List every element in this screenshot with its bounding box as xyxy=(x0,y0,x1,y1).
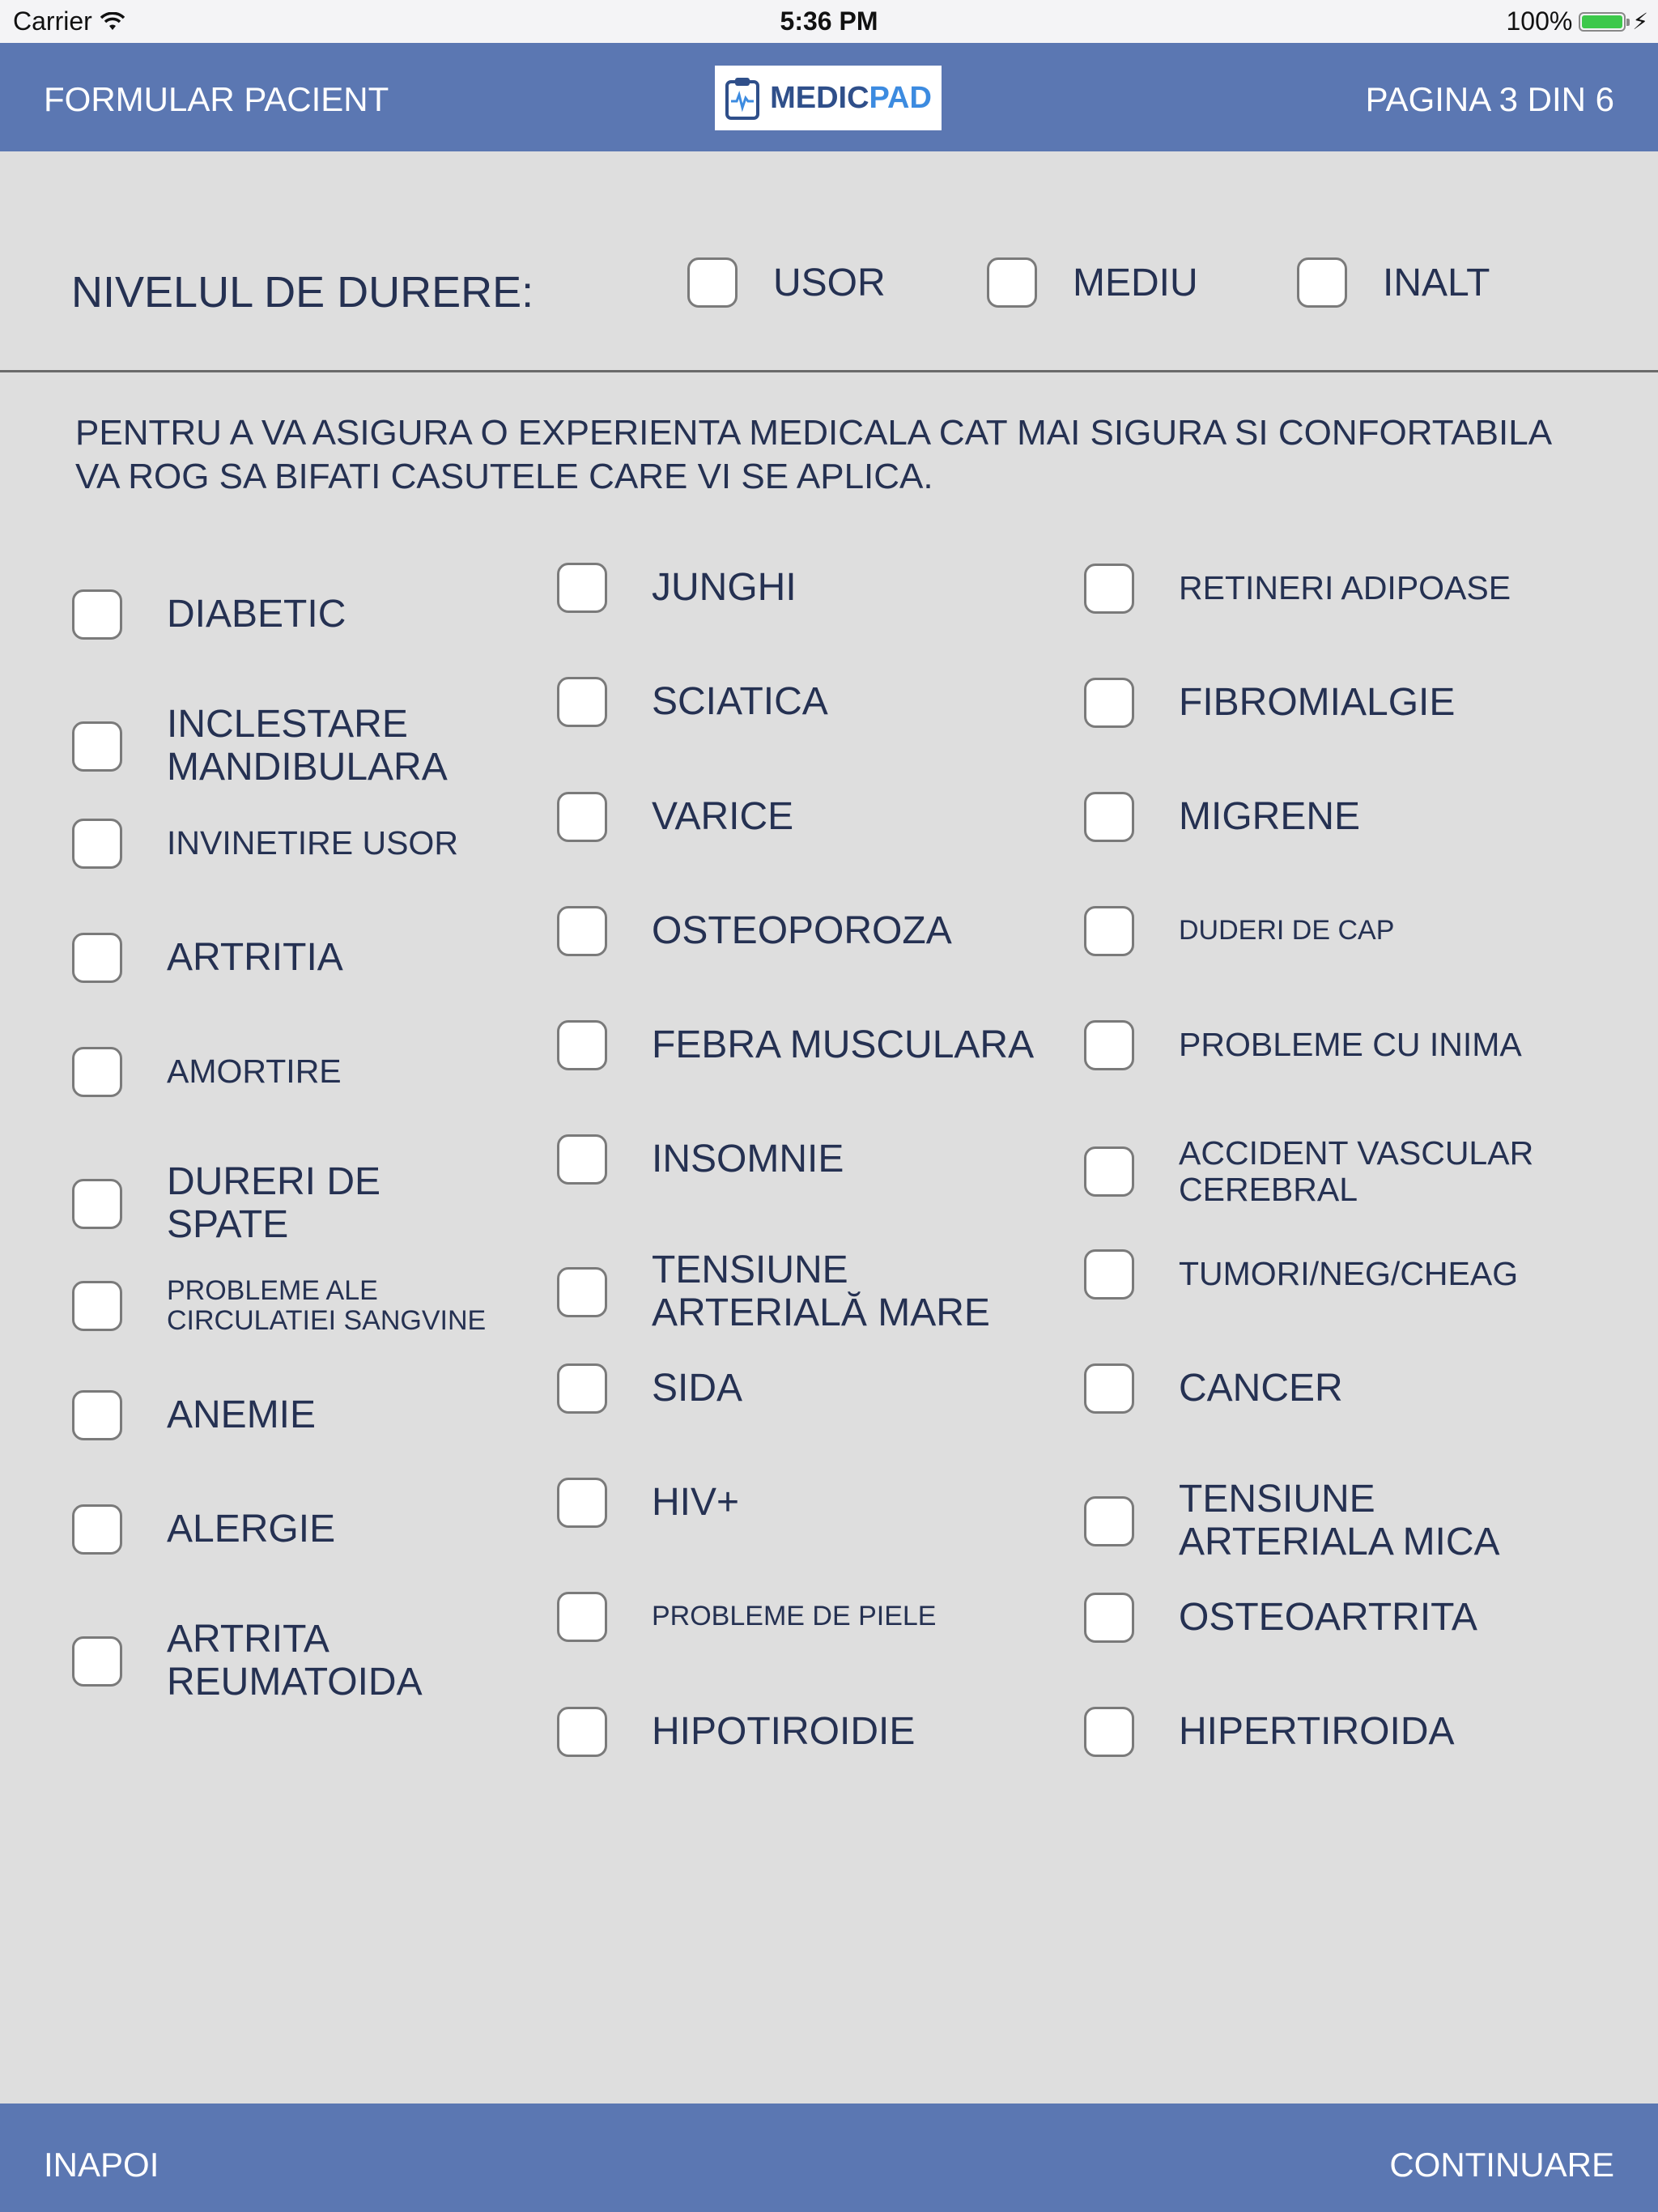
checkbox[interactable] xyxy=(557,906,607,956)
condition-febra-musculara[interactable] xyxy=(557,1020,1137,1070)
logo-text-pad: PAD xyxy=(869,80,932,115)
condition-tensiune-arteriala-mica[interactable] xyxy=(1084,1478,1519,1564)
checkbox[interactable] xyxy=(987,257,1037,308)
pain-option-label: INALT xyxy=(1383,261,1490,304)
condition-tumori-neg-cheag[interactable] xyxy=(1084,1249,1632,1300)
condition-label: PROBLEME ALE CIRCULATIEI SANGVINE xyxy=(167,1275,487,1337)
checkbox[interactable] xyxy=(72,1179,122,1229)
condition-amortire[interactable] xyxy=(72,1047,507,1097)
condition-osteoartrita[interactable] xyxy=(1084,1593,1632,1643)
medicpad-logo xyxy=(715,66,942,130)
instructions-text: PENTRU A VA ASIGURA O EXPERIENTA MEDICALA CAT MAI SIGURA SI CONFORTABILA VA ROG SA BIFATI CASUTELE CARE VI SE APLICA. xyxy=(75,413,1550,496)
checkbox[interactable] xyxy=(1084,678,1134,728)
carrier-label: Carrier xyxy=(13,6,92,36)
condition-label: ANEMIE xyxy=(167,1393,317,1436)
section-divider xyxy=(0,370,1658,372)
condition-label: PROBLEME DE PIELE xyxy=(652,1601,937,1632)
condition-hipotiroidie[interactable] xyxy=(557,1707,1105,1757)
condition-osteoporoza[interactable] xyxy=(557,906,1105,956)
condition-label: TENSIUNE ARTERIALA MICA xyxy=(1179,1478,1500,1563)
pain-option-label: USOR xyxy=(773,261,886,304)
condition-label: CANCER xyxy=(1179,1366,1343,1410)
condition-label: ARTRITA REUMATOIDA xyxy=(167,1618,423,1704)
condition-insomnie[interactable] xyxy=(557,1134,1105,1185)
footer-bar xyxy=(0,2104,1658,2212)
pain-option-label: MEDIU xyxy=(1073,261,1198,304)
condition-label: DUDERI DE CAP xyxy=(1179,915,1395,946)
condition-diabetic[interactable] xyxy=(72,589,507,640)
status-bar xyxy=(0,0,1658,43)
checkbox[interactable] xyxy=(1084,792,1134,842)
condition-hiv[interactable] xyxy=(557,1478,1105,1528)
condition-label: ALERGIE xyxy=(167,1507,336,1551)
checkbox[interactable] xyxy=(72,1504,122,1555)
condition-label: AMORTIRE xyxy=(167,1053,342,1091)
checkbox[interactable] xyxy=(72,1281,122,1331)
status-time: 5:36 PM xyxy=(780,6,878,36)
condition-anemie[interactable] xyxy=(72,1390,507,1440)
condition-probleme-de-piele[interactable] xyxy=(557,1592,1105,1642)
condition-tensiune-arteriala-mare[interactable] xyxy=(557,1249,1016,1335)
checkbox[interactable] xyxy=(557,677,607,727)
checkbox[interactable] xyxy=(557,792,607,842)
checkbox[interactable] xyxy=(1084,1020,1134,1070)
condition-artrita-reumatoida[interactable] xyxy=(72,1619,426,1704)
condition-label: OSTEOARTRITA xyxy=(1179,1595,1477,1639)
checkbox[interactable] xyxy=(1084,1593,1134,1643)
condition-label: PROBLEME CU INIMA xyxy=(1179,1026,1522,1064)
checkbox[interactable] xyxy=(557,563,607,613)
condition-dureri-de-spate[interactable] xyxy=(72,1161,410,1247)
condition-migrene[interactable] xyxy=(1084,792,1632,842)
condition-cancer[interactable] xyxy=(1084,1363,1632,1414)
checkbox[interactable] xyxy=(557,1707,607,1757)
condition-label: ARTRITIA xyxy=(167,935,343,979)
checkbox[interactable] xyxy=(557,1020,607,1070)
condition-label: HIPOTIROIDIE xyxy=(652,1709,916,1753)
condition-label: MIGRENE xyxy=(1179,794,1361,838)
page-indicator: PAGINA 3 DIN 6 xyxy=(1365,80,1614,118)
condition-duderi-de-cap[interactable] xyxy=(1084,906,1632,956)
checkbox[interactable] xyxy=(557,1363,607,1414)
condition-label: DIABETIC xyxy=(167,592,346,636)
condition-probleme-circulatiei[interactable] xyxy=(72,1276,531,1337)
condition-label: INCLESTARE MANDIBULARA xyxy=(167,703,448,789)
back-button[interactable]: INAPOI xyxy=(44,2146,159,2184)
condition-invinetire-usor[interactable] xyxy=(72,819,531,869)
condition-inclestare-mandibulara[interactable] xyxy=(72,704,507,789)
condition-label: ACCIDENT VASCULAR CEREBRAL xyxy=(1179,1134,1534,1209)
checkbox[interactable] xyxy=(72,1390,122,1440)
condition-label: JUNGHI xyxy=(652,565,797,609)
condition-label: HIPERTIROIDA xyxy=(1179,1709,1455,1753)
checkbox[interactable] xyxy=(1297,257,1347,308)
condition-sida[interactable] xyxy=(557,1363,1105,1414)
condition-fibromialgie[interactable] xyxy=(1084,678,1632,728)
battery-percent: 100% xyxy=(1506,6,1573,36)
condition-label: VARICE xyxy=(652,794,794,838)
checkbox[interactable] xyxy=(557,1267,607,1317)
checkbox[interactable] xyxy=(1084,1707,1134,1757)
condition-label: INVINETIRE USOR xyxy=(167,824,458,862)
condition-junghi[interactable] xyxy=(557,563,1105,613)
checkbox[interactable] xyxy=(72,721,122,772)
continue-button[interactable]: CONTINUARE xyxy=(1389,2146,1614,2184)
checkbox[interactable] xyxy=(557,1592,607,1642)
condition-label: SCIATICA xyxy=(652,679,828,723)
condition-label: OSTEOPOROZA xyxy=(652,908,952,952)
checkbox[interactable] xyxy=(1084,1249,1134,1300)
checkbox[interactable] xyxy=(72,589,122,640)
condition-varice[interactable] xyxy=(557,792,1105,842)
pain-option-inalt[interactable] xyxy=(1297,257,1490,308)
form-title: FORMULAR PACIENT xyxy=(44,80,389,118)
checkbox[interactable] xyxy=(557,1134,607,1185)
condition-label: RETINERI ADIPOASE xyxy=(1179,569,1511,607)
condition-retineri-adipoase[interactable] xyxy=(1084,564,1632,614)
clipboard-icon xyxy=(725,75,760,121)
condition-label: TENSIUNE ARTERIALĂ MARE xyxy=(652,1249,990,1334)
condition-label: FIBROMIALGIE xyxy=(1179,680,1456,724)
condition-sciatica[interactable] xyxy=(557,677,1105,727)
condition-artritia[interactable] xyxy=(72,933,507,983)
checkbox[interactable] xyxy=(687,257,738,308)
checkbox[interactable] xyxy=(72,1047,122,1097)
charging-icon: ⚡ xyxy=(1632,9,1648,34)
condition-label: SIDA xyxy=(652,1366,743,1410)
condition-label: FEBRA MUSCULARA xyxy=(652,1023,1035,1066)
checkbox[interactable] xyxy=(1084,1146,1134,1197)
logo-text-medic: MEDIC xyxy=(770,80,869,115)
pain-level-label: NIVELUL DE DURERE: xyxy=(71,268,534,317)
condition-label: HIV+ xyxy=(652,1480,740,1524)
header-bar xyxy=(0,43,1658,151)
condition-label: DURERI DE SPATE xyxy=(167,1160,381,1246)
condition-alergie[interactable] xyxy=(72,1504,507,1555)
checkbox[interactable] xyxy=(1084,1496,1134,1546)
checkbox[interactable] xyxy=(72,819,122,869)
condition-accident-vascular-cerebral[interactable] xyxy=(1084,1135,1600,1208)
pain-option-usor[interactable] xyxy=(687,257,886,308)
checkbox[interactable] xyxy=(72,1636,122,1687)
checkbox[interactable] xyxy=(1084,1363,1134,1414)
checkbox[interactable] xyxy=(557,1478,607,1528)
status-right xyxy=(1506,6,1648,36)
pain-option-mediu[interactable] xyxy=(987,257,1198,308)
condition-label: INSOMNIE xyxy=(652,1137,844,1180)
condition-hipertiroida[interactable] xyxy=(1084,1707,1632,1757)
checkbox[interactable] xyxy=(1084,564,1134,614)
condition-label: TUMORI/NEG/CHEAG xyxy=(1179,1255,1519,1293)
battery-icon xyxy=(1579,12,1626,32)
condition-probleme-cu-inima[interactable] xyxy=(1084,1020,1632,1070)
checkbox[interactable] xyxy=(72,933,122,983)
checkbox[interactable] xyxy=(1084,906,1134,956)
